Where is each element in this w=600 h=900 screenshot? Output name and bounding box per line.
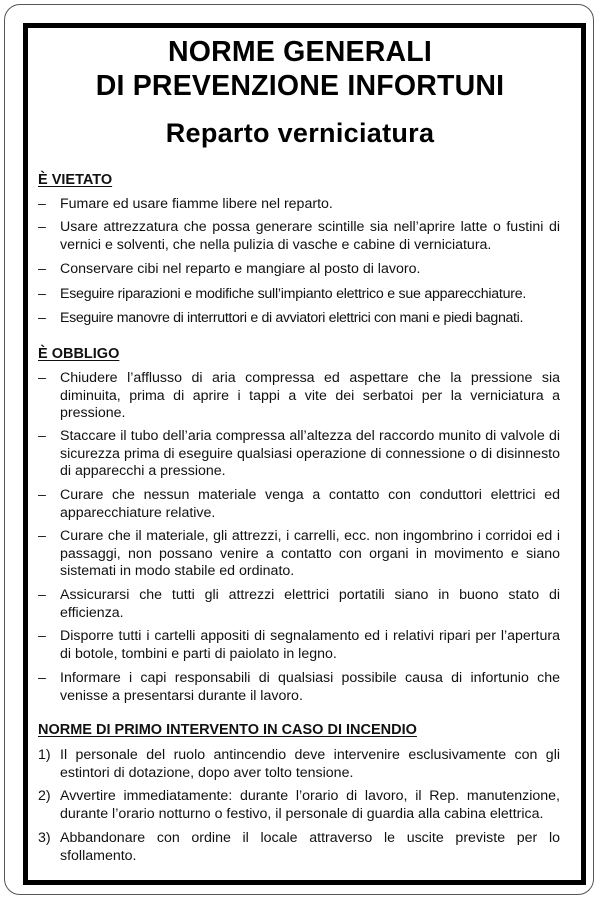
dash-marker: – — [38, 628, 46, 644]
obbligo-item-text: Assicurarsi che tutti gli attrezzi elettrici portatili siano in buono stato di efficienza. — [60, 587, 560, 621]
dash-marker: – — [38, 219, 46, 235]
item-number: 2) — [38, 788, 51, 804]
dash-marker: – — [38, 286, 46, 302]
dash-marker: – — [38, 528, 46, 544]
incendio-item-text: Abbandonare con ordine il locale attraverso le uscite previste per lo sfollamento. — [60, 830, 560, 864]
obbligo-item — [38, 370, 560, 423]
incendio-item-text: Il personale del ruolo antincendio deve intervenire esclusivamente con gli estintori di dotazione, dopo aver tolto tensione. — [60, 747, 560, 781]
subtitle: Reparto verniciatura — [165, 118, 435, 148]
dash-marker: – — [38, 370, 46, 386]
title-line-1: NORME GENERALI — [167, 36, 433, 68]
obbligo-item — [38, 487, 560, 522]
dash-marker: – — [38, 428, 46, 444]
vietato-item-text: Eseguire riparazioni e modifiche sull’impianto elettrico e sue apparecchiature. — [60, 286, 527, 302]
dash-marker: – — [38, 670, 46, 686]
obbligo-item-text: Curare che nessun materiale venga a contatto con conduttori elettrici ed apparecchiature relative. — [60, 487, 560, 521]
heading-obbligo: È OBBLIGO — [38, 346, 120, 362]
vietato-item — [38, 261, 560, 279]
incendio-item-text: Avvertire immediatamente: durante l’orario di lavoro, il Rep. manutenzione, durante l’orario notturno o festivo, il personale di guardia alla cabina elettrica. — [60, 788, 560, 822]
vietato-item — [38, 196, 560, 214]
vietato-item-text: Usare attrezzatura che possa generare scintille sia nell’aprire latte o fustini di vernici e solventi, che nella pulizia di vasche e cabine di verniciatura. — [60, 219, 560, 253]
vietato-item-text: Eseguire manovre di interruttori e di avviatori elettrici con mani e piedi bagnati. — [60, 310, 524, 326]
vietato-item-text: Fumare ed usare fiamme libere nel reparto. — [60, 196, 333, 212]
dash-marker: – — [38, 487, 46, 503]
item-number: 3) — [38, 830, 51, 846]
title-line-2: DI PREVENZIONE INFORTUNI — [95, 70, 505, 102]
item-number: 1) — [38, 747, 51, 763]
obbligo-item — [38, 528, 560, 581]
obbligo-item — [38, 587, 560, 622]
obbligo-item — [38, 428, 560, 481]
obbligo-item-text: Staccare il tubo dell’aria compressa all’altezza del raccordo munito di valvole di sicurezza prima di eseguire qualsiasi operazione di connessione o di disinnesto di apparecchi a pressione. — [60, 428, 560, 480]
obbligo-item-text: Curare che il materiale, gli attrezzi, i carrelli, ecc. non ingombrino i corridoi ed i passaggi, non possano venire a contatto con organi in movimento e siano sistemati in modo stabile ed ordinato. — [60, 528, 560, 580]
obbligo-item-text: Informare i capi responsabili di qualsiasi possibile causa di infortunio che venisse a presentarsi durante il lavoro. — [60, 670, 560, 704]
vietato-item — [38, 219, 560, 254]
incendio-item — [38, 747, 560, 782]
incendio-item — [38, 830, 560, 865]
vietato-item — [38, 286, 560, 304]
obbligo-item — [38, 628, 560, 663]
dash-marker: – — [38, 587, 46, 603]
dash-marker: – — [38, 196, 46, 212]
obbligo-item — [38, 670, 560, 705]
obbligo-item-text: Disporre tutti i cartelli appositi di segnalamento ed i relativi ripari per l’apertura di botole, tombini e parti di paiolato in legno. — [60, 628, 560, 662]
heading-vietato: È VIETATO — [38, 172, 113, 188]
dash-marker: – — [38, 310, 46, 326]
dash-marker: – — [38, 261, 46, 277]
obbligo-item-text: Chiudere l’afflusso di aria compressa ed aspettare che la pressione sia diminuita, prima di aprire i tappi a vite dei serbatoi per la verniciatura a pressione. — [60, 370, 560, 422]
vietato-item-text: Conservare cibi nel reparto e mangiare al posto di lavoro. — [60, 261, 421, 277]
vietato-item — [38, 310, 560, 328]
incendio-item — [38, 788, 560, 823]
heading-incendio: NORME DI PRIMO INTERVENTO IN CASO DI INCENDIO — [38, 722, 417, 738]
